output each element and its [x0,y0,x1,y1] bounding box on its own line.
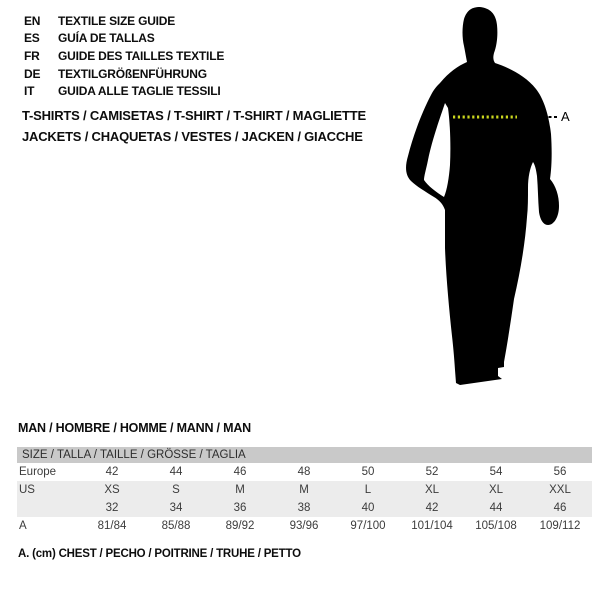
size-cell: 40 [361,502,375,514]
language-row-fr [24,47,224,65]
language-code: FR [24,48,40,63]
size-cell: 50 [361,466,375,478]
size-cell: 56 [553,466,567,478]
size-cell: M [235,484,245,496]
size-cell: 46 [553,502,567,514]
size-cell: 44 [169,466,183,478]
size-cell: XL [488,484,504,496]
size-cell: 89/92 [225,520,255,532]
garment-type-tshirts: T-SHIRTS / CAMISETAS / T-SHIRT / T-SHIRT / MAGLIETTE [22,108,366,123]
size-cell: XXL [549,484,571,496]
language-code: ES [24,31,40,46]
measurement-footnote: A. (cm) CHEST / PECHO / POITRINE / TRUHE / PETTO [18,548,301,560]
size-cell: 97/100 [350,520,386,532]
size-cell: 48 [297,466,311,478]
size-cell: M [299,484,309,496]
row-label: US [19,484,35,496]
size-cell: S [172,484,180,496]
language-list [24,12,224,100]
language-code: IT [24,84,35,99]
table-row-europe [17,463,592,481]
size-cell: XL [424,484,440,496]
size-cell: XS [104,484,120,496]
size-cell: 38 [297,502,311,514]
row-label: Europe [19,466,57,478]
size-cell: 36 [233,502,247,514]
size-cell: 85/88 [161,520,191,532]
size-cell: L [364,484,372,496]
table-row-numeric [17,499,592,517]
size-cell: 54 [489,466,503,478]
language-row-es [24,30,224,48]
language-label: GUIDE DES TAILLES TEXTILE [58,48,225,63]
size-cell: 101/104 [411,520,453,532]
garment-type-list [22,106,366,147]
size-cell: 32 [105,502,119,514]
language-row-it [24,82,224,100]
measurement-a-label: A [561,109,570,124]
man-body-shape [406,7,559,385]
size-cell: 105/108 [475,520,517,532]
section-title-man: MAN / HOMBRE / HOMME / MANN / MAN [18,421,251,435]
size-table-header: SIZE / TALLA / TAILLE / GRÖSSE / TAGLIA [17,447,592,463]
language-label: TEXTILE SIZE GUIDE [58,13,176,28]
size-cell: 109/112 [539,520,581,532]
size-cell: 34 [169,502,183,514]
language-row-en [24,12,224,30]
language-code: DE [24,66,41,81]
table-row-chest-a [17,517,592,535]
size-cell: 44 [489,502,503,514]
row-label: A [19,520,27,532]
table-row-us [17,481,592,499]
size-cell: 42 [105,466,119,478]
row-label [17,499,80,517]
size-cell: 81/84 [97,520,127,532]
size-cell: 52 [425,466,439,478]
language-code: EN [24,13,41,28]
size-cell: 93/96 [289,520,319,532]
size-table [17,447,592,535]
language-label: GUÍA DE TALLAS [58,31,155,46]
language-row-de [24,65,224,83]
garment-type-jackets: JACKETS / CHAQUETAS / VESTES / JACKEN / GIACCHE [22,128,363,144]
language-label: TEXTILGRÖßENFÜHRUNG [58,66,207,81]
man-silhouette [400,0,600,400]
size-cell: 42 [425,502,439,514]
size-cell: 46 [233,466,247,478]
language-label: GUIDA ALLE TAGLIE TESSILI [58,84,221,99]
